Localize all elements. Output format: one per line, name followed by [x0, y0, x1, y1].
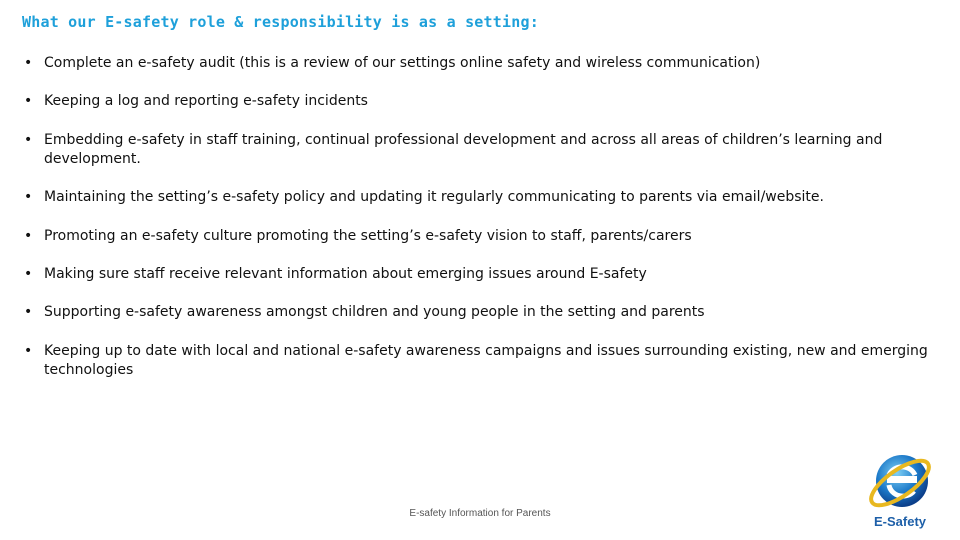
- list-item: [24, 227, 939, 246]
- bullet: •: [24, 55, 33, 71]
- bullet: •: [24, 266, 33, 282]
- list-item: [24, 92, 939, 111]
- list-item-text: Making sure staff receive relevant information about emerging issues around E-safety: [44, 266, 647, 282]
- bullet: •: [24, 304, 33, 320]
- list-item: [24, 188, 939, 207]
- list-item: [24, 54, 939, 73]
- bullet: •: [24, 228, 33, 244]
- list-item: [24, 265, 939, 284]
- list-item-text: Maintaining the setting’s e-safety policy and updating it regularly communicating to parents via email/website.: [44, 189, 824, 205]
- footer-text: E-safety Information for Parents: [409, 508, 551, 519]
- bullet: •: [24, 189, 33, 205]
- bullet: •: [24, 343, 33, 359]
- list-item: [24, 131, 939, 169]
- list-item: [24, 303, 939, 322]
- list-item-text: Embedding e-safety in staff training, continual professional development and across all areas of children’s learning and development.: [44, 132, 883, 167]
- page-title: What our E-safety role & responsibility is as a setting:: [22, 13, 539, 31]
- bullet: •: [24, 132, 33, 148]
- list-item-text: Complete an e-safety audit (this is a review of our settings online safety and wireless communication): [44, 55, 761, 71]
- list-item-text: Promoting an e-safety culture promoting the setting’s e-safety vision to staff, parents/carers: [44, 228, 692, 244]
- list-item-text: Keeping a log and reporting e-safety incidents: [44, 93, 368, 109]
- e-logo-icon: [862, 445, 938, 515]
- list-item-text: Supporting e-safety awareness amongst children and young people in the setting and parents: [44, 304, 705, 320]
- bullet: •: [24, 93, 33, 109]
- e-safety-logo: [862, 445, 938, 531]
- list-item-text: Keeping up to date with local and national e-safety awareness campaigns and issues surrounding existing, new and emerging technologies: [44, 343, 928, 378]
- list-item: [24, 342, 939, 380]
- logo-text: E-Safety: [873, 514, 927, 529]
